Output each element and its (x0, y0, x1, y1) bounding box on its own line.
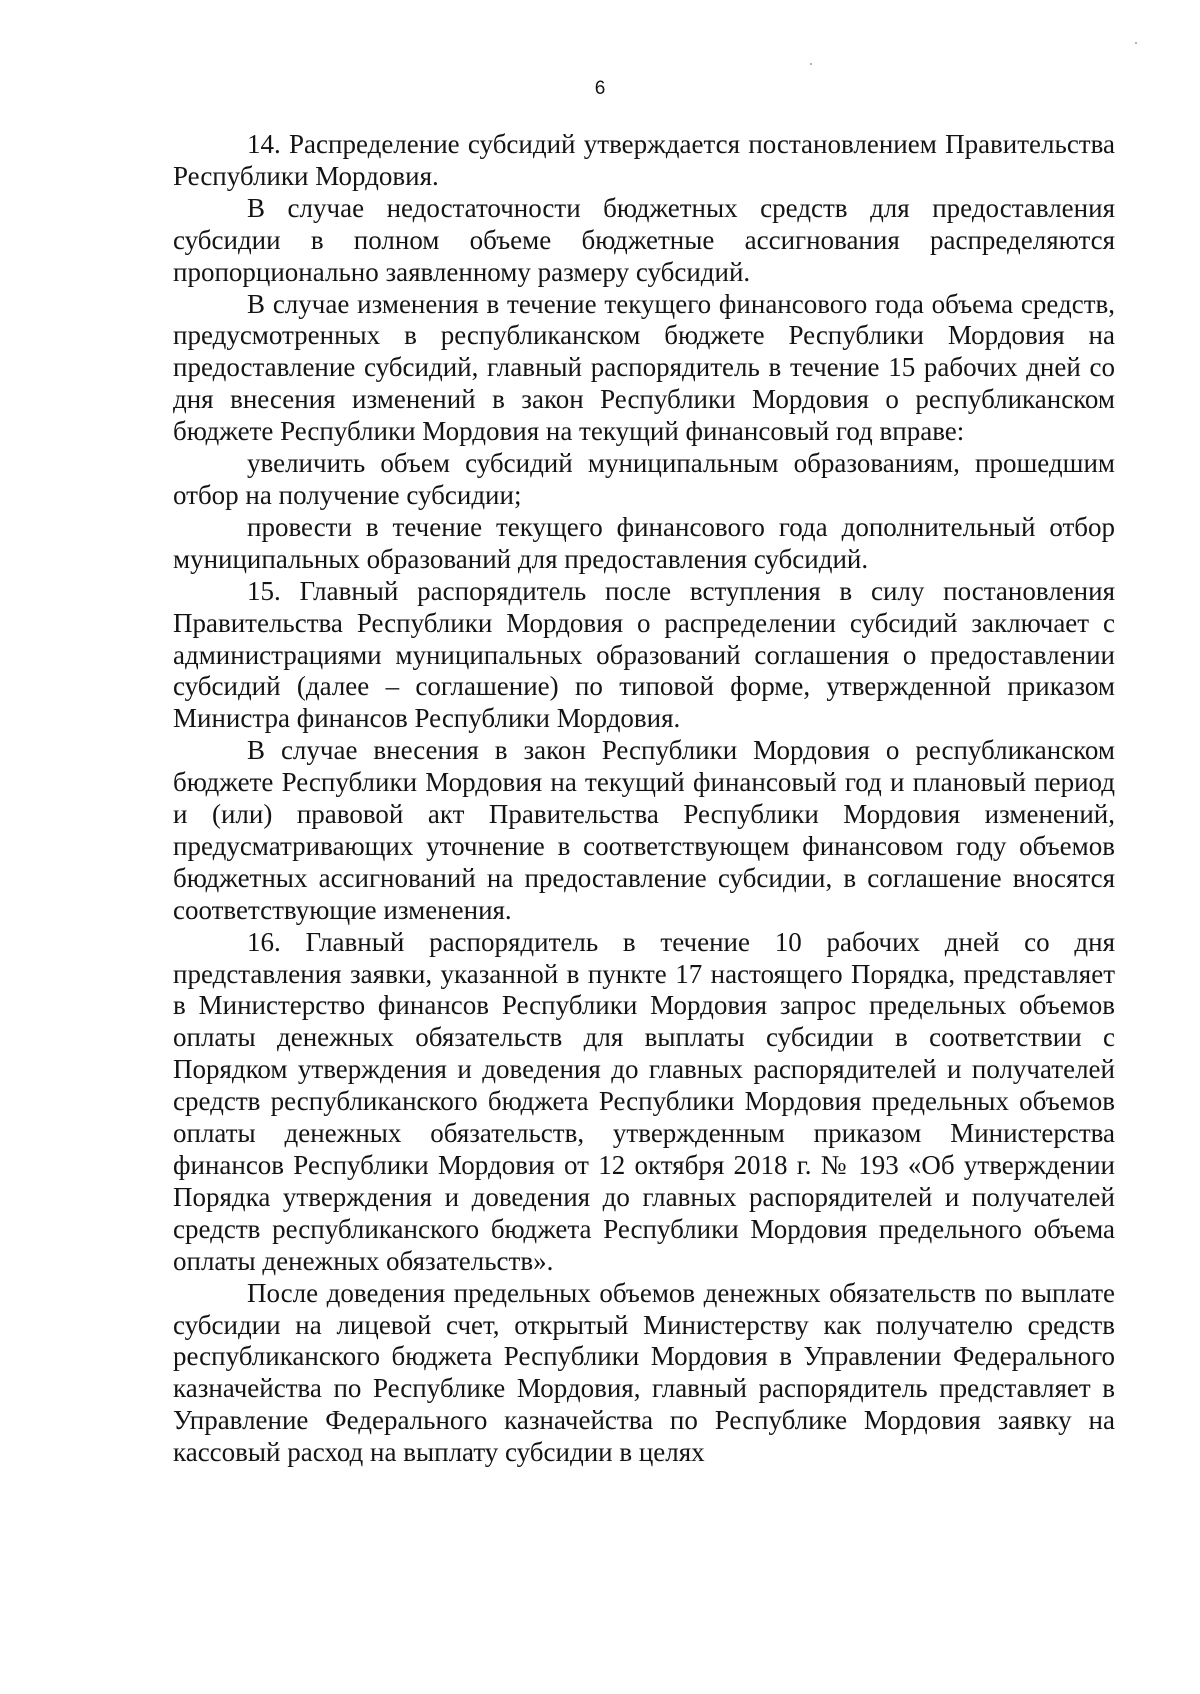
page-number: 6 (594, 78, 606, 99)
scan-speck (1135, 42, 1137, 44)
paragraph-budget-change: В случае изменения в течение текущего финансового года объема средств, предусмотренных в республиканском бюджете Республики Мордовия на предоставление субсидий, главный распорядитель в течение 15 рабочих дней со дня внесения изменений в закон Республики Мордовия о республиканском бюджете Республики Мордовия на текущий финансовый год вправе: (173, 288, 1115, 447)
paragraph-agreement-changes: В случае внесения в закон Республики Мордовия о республиканском бюджете Республики Мордовия на текущий финансовый год и плановый период и (или) правовой акт Правительства Республики Мордовия изменений, предусматривающих уточнение в соответствующем финансовом году объемов бюджетных ассигнований на предоставление субсидии, в соглашение вносятся соответствующие изменения. (173, 735, 1115, 925)
paragraph-increase-volume: увеличить объем субсидий муниципальным образованиям, прошедшим отбор на получение субсидии; (173, 448, 1115, 510)
paragraph-16: 16. Главный распорядитель в течение 10 рабочих дней со дня представления заявки, указанной в пункте 17 настоящего Порядка, представляет в Министерство финансов Республики Мордовия запрос предельных объемов оплаты денежных обязательств для выплаты субсидии в соответствии с Порядком утверждения и доведения до главных распорядителей и получателей средств республиканского бюджета Республики Мордовия предельных объемов оплаты денежных обязательств, утвержденным приказом Министерства финансов Республики Мордовия от 12 октября 2018 г. № 193 «Об утверждении Порядка утверждения и доведения до главных распорядителей и получателей средств республиканского бюджета Республики Мордовия предельного объема оплаты денежных обязательств». (173, 926, 1115, 1276)
paragraph-insufficiency: В случае недостаточности бюджетных средств для предоставления субсидии в полном объеме бюджетные ассигнования распределяются пропорционально заявленному размеру субсидий. (173, 192, 1115, 287)
paragraph-15: 15. Главный распорядитель после вступления в силу постановления Правительства Республики Мордовия о распределении субсидий заключает с администрациями муниципальных образований соглашения о предоставлении субсидий (далее – соглашение) по типовой форме, утвержденной приказом Министра финансов Республики Мордовия. (173, 575, 1115, 734)
paragraph-14: 14. Распределение субсидий утверждается постановлением Правительства Республики Мордовия. (173, 129, 1115, 191)
paragraph-additional-selection: провести в течение текущего финансового года дополнительный отбор муниципальных образований для предоставления субсидий. (173, 511, 1115, 574)
document-body (173, 129, 1115, 1469)
scan-speck (810, 63, 812, 65)
paragraph-cash-expense: После доведения предельных объемов денежных обязательств по выплате субсидии на лицевой счет, открытый Министерству как получателю средств республиканского бюджета Республики Мордовия в Управлении Федерального казначейства по Республике Мордовия, главный распорядитель представляет в Управление Федерального казначейства по Республике Мордовия заявку на кассовый расход на выплату субсидии в целях (173, 1277, 1115, 1468)
